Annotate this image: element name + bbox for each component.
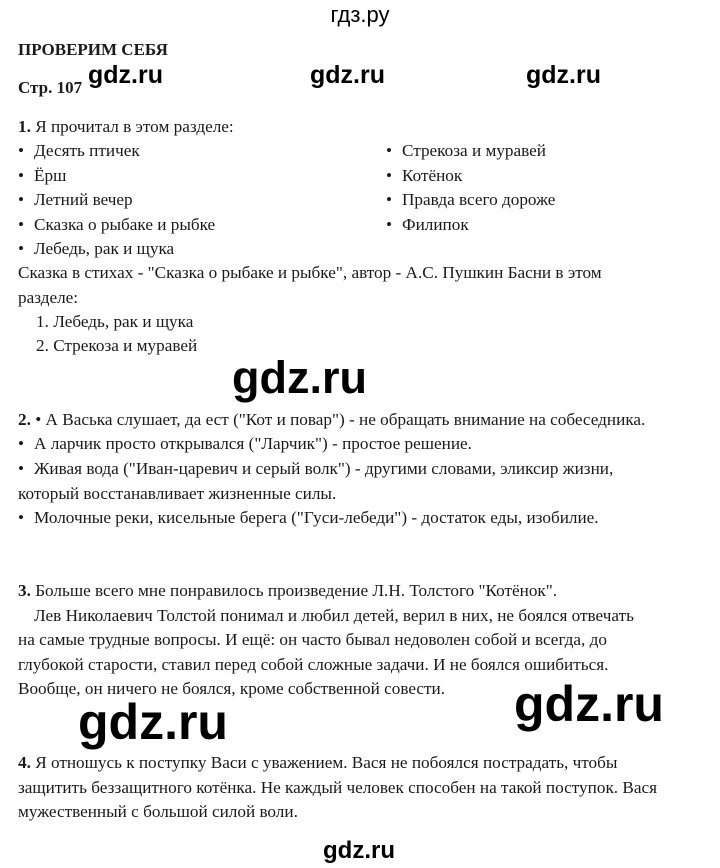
q3-line: 3. Больше всего мне понравилось произведение Л.Н. Толстого "Котёнок". [18,581,558,600]
q1-intro [18,117,234,137]
q4-number: 4. [18,753,31,772]
watermark: gdz.ru [88,61,163,89]
q1-number: 1. [18,117,31,136]
page-label: Стр. 107 [18,78,83,97]
q1-summary-line: разделе: [18,288,79,307]
list-item: • Филипок [386,215,555,240]
q3-line: глубокой старости, ставил перед собой сложные задачи. И не боялся ошибиться. [18,655,609,674]
q1-right-list [386,141,555,239]
q3-line: Вообще, он ничего не боялся, кроме собственной совести. [18,679,446,698]
q2-item: 2. • А Васька слушает, да ест ("Кот и повар") - не обращать внимание на собеседника. [18,410,646,429]
watermark: gdz.ru [323,837,395,864]
q2-item: • А ларчик просто открывался ("Ларчик") - простое решение. [18,434,472,453]
q2-item: • Молочные реки, кисельные берега ("Гуси-лебеди") - достаток еды, изобилие. [18,508,599,527]
list-item: • Правда всего дороже [386,190,555,215]
q3-line: на самые трудные вопросы. И ещё: он часто бывал недоволен собой и всегда, до [18,630,607,649]
q1-summary-line: Сказка в стихах - "Сказка о рыбаке и рыбке", автор - А.С. Пушкин Басни в этом [18,263,602,282]
q1-intro-text: Я прочитал в этом разделе: [35,117,234,136]
list-item: • Котёнок [386,166,555,191]
q2-item: • Живая вода ("Иван-царевич и серый волк") - другими словами, эликсир жизни, [18,459,614,478]
list-item: • Десять птичек [18,141,215,166]
q1-fable-item: 1. Лебедь, рак и щука [36,312,194,331]
list-item: • Сказка о рыбаке и рыбке [18,215,215,240]
q3-line: Лев Николаевич Толстой понимал и любил детей, верил в них, не боялся отвечать [34,606,634,625]
list-item: • Лебедь, рак и щука [18,239,215,264]
site-header[interactable]: гдз.ру [330,2,390,27]
watermark: gdz.ru [514,676,664,732]
watermark: gdz.ru [526,61,601,89]
list-item: • Ёрш [18,166,215,191]
q2-item-continuation: который восстанавливает жизненные силы. [18,484,337,503]
watermark: gdz.ru [78,694,228,750]
list-item: • Летний вечер [18,190,215,215]
watermark: gdz.ru [310,61,385,89]
watermark: gdz.ru [232,352,367,403]
q4-line: мужественный с большой силой воли. [18,802,298,821]
q1-left-list [18,141,215,264]
q3-number: 3. [18,581,31,600]
q4-line: защитить беззащитного котёнка. Не каждый человек способен на такой поступок. Вася [18,778,658,797]
q1-fable-item: 2. Стрекоза и муравей [36,336,198,355]
q2-number: 2. [18,410,31,429]
section-title: ПРОВЕРИМ СЕБЯ [18,40,168,59]
list-item: • Стрекоза и муравей [386,141,555,166]
q4-line: 4. Я отношусь к поступку Васи с уважением. Вася не побоялся пострадать, чтобы [18,753,618,772]
